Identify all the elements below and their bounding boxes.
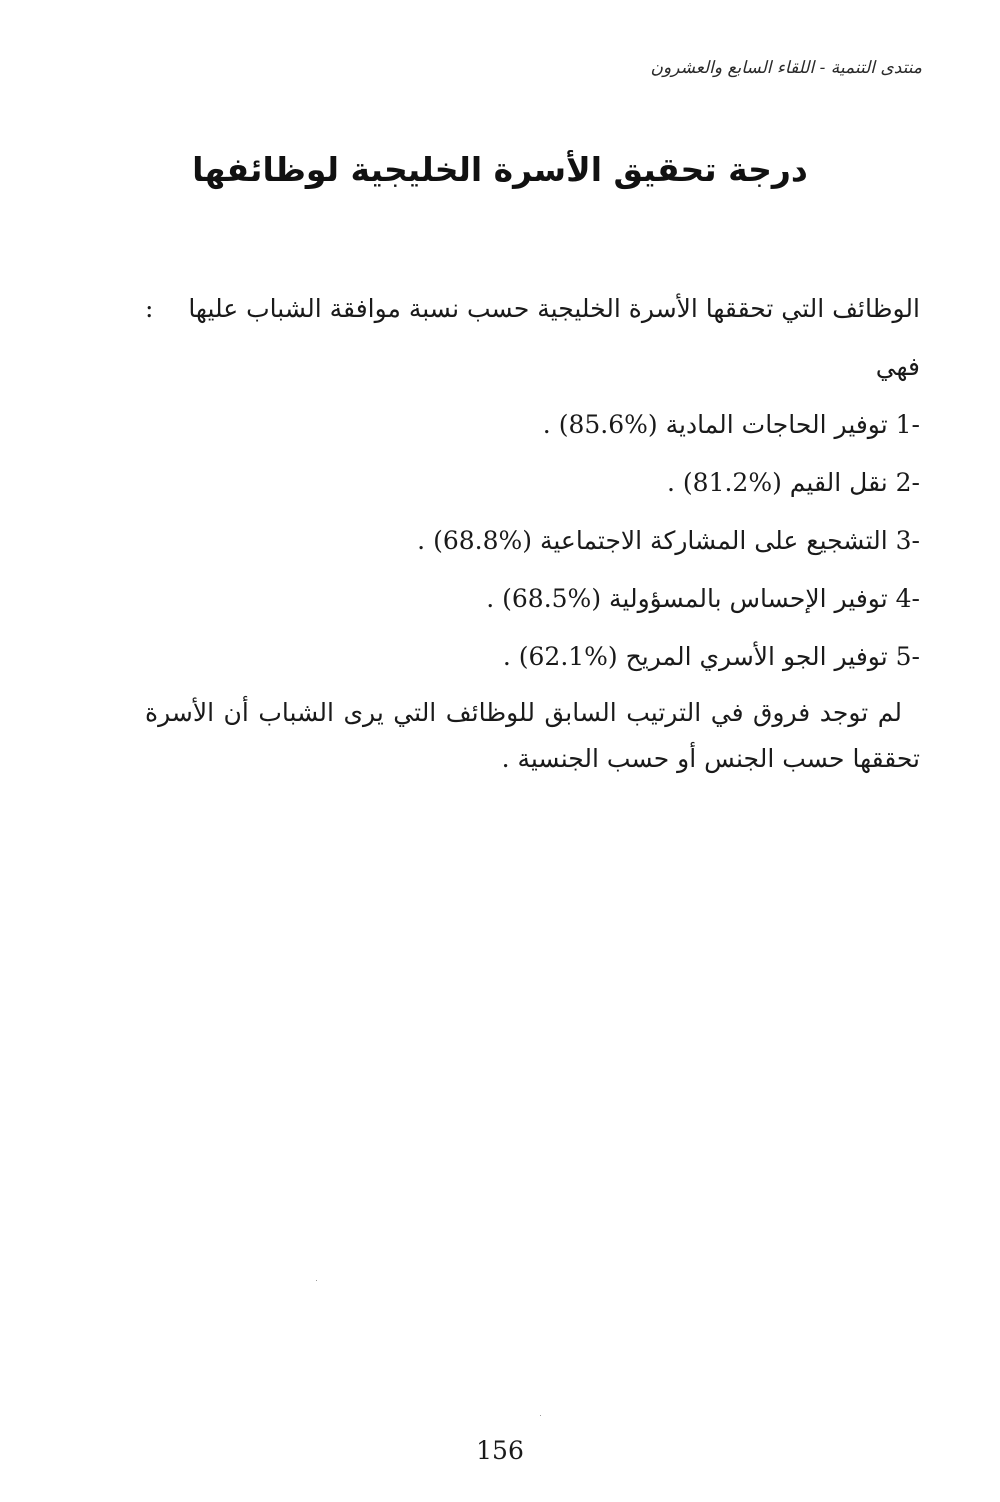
- scan-speck: [316, 1280, 317, 1281]
- finding-end: .: [667, 468, 675, 497]
- finding-number: -2: [895, 468, 920, 497]
- finding-label: التشجيع على المشاركة الاجتماعية: [539, 526, 888, 555]
- body-text: [145, 280, 920, 782]
- finding-label: توفير الجو الأسري المريح: [625, 642, 888, 671]
- finding-end: .: [542, 410, 551, 439]
- finding-number: -4: [895, 584, 920, 613]
- finding-number: -5: [895, 642, 920, 671]
- finding-item: [145, 454, 920, 512]
- finding-label: نقل القيم: [789, 468, 888, 497]
- finding-end: .: [502, 642, 511, 671]
- findings-list: [145, 396, 920, 686]
- finding-item: [145, 512, 920, 570]
- closing-line-2: تحققها حسب الجنس أو حسب الجنسية .: [501, 744, 920, 773]
- finding-percent: (81.2%): [682, 468, 782, 497]
- finding-percent: (68.8%): [433, 526, 533, 555]
- closing-paragraph: [145, 690, 920, 782]
- intro-text: الوظائف التي تحققها الأسرة الخليجية حسب نسبة موافقة الشباب عليها فهي: [188, 294, 920, 381]
- finding-item: [145, 570, 920, 628]
- page-number: 156: [476, 1436, 524, 1465]
- intro-colon: :: [145, 294, 154, 323]
- closing-line-1: لم توجد فروق في الترتيب السابق للوظائف التي يرى الشباب أن الأسرة: [145, 698, 902, 727]
- scan-speck: [540, 1415, 541, 1416]
- finding-label: توفير الإحساس بالمسؤولية: [609, 584, 888, 613]
- finding-percent: (68.5%): [502, 584, 602, 613]
- finding-number: -1: [895, 410, 920, 439]
- section-title: درجة تحقيق الأسرة الخليجية لوظائفها: [192, 150, 808, 189]
- running-header: منتدى التنمية - اللقاء السابع والعشرون: [650, 58, 922, 78]
- finding-label: توفير الحاجات المادية: [665, 410, 888, 439]
- intro-paragraph: [145, 280, 920, 396]
- finding-percent: (62.1%): [518, 642, 618, 671]
- finding-item: [145, 396, 920, 454]
- finding-percent: (85.6%): [558, 410, 658, 439]
- finding-end: .: [417, 526, 426, 555]
- finding-end: .: [486, 584, 495, 613]
- finding-item: [145, 628, 920, 686]
- finding-number: -3: [895, 526, 920, 555]
